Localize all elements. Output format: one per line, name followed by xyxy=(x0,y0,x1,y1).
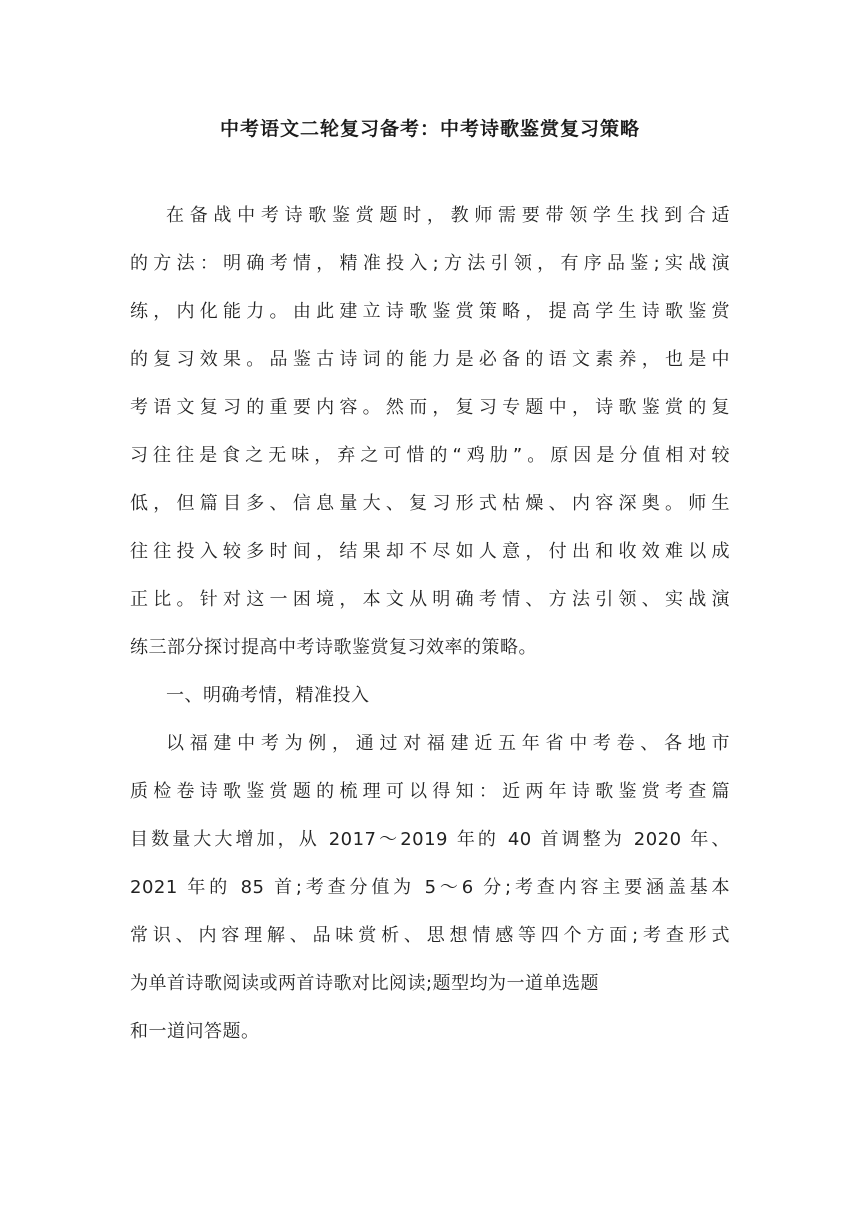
paragraph-1-line-2: 的方法：明确考情，精准投入;方法引领，有序品鉴;实战演 xyxy=(130,253,730,274)
paragraph-1-line-7: 低，但篇目多、信息量大、复习形式枯燥、内容深奥。师生 xyxy=(130,493,730,514)
paragraph-1-line-9: 正比。针对这一困境，本文从明确考情、方法引领、实战演 xyxy=(130,589,730,610)
paragraph-1-line-4: 的复习效果。品鉴古诗词的能力是必备的语文素养，也是中 xyxy=(130,349,730,370)
paragraph-2-line-1: 以福建中考为例，通过对福建近五年省中考卷、各地市 xyxy=(166,733,730,754)
paragraph-2-line-2: 质检卷诗歌鉴赏题的梳理可以得知：近两年诗歌鉴赏考查篇 xyxy=(130,781,730,802)
paragraph-1-line-10: 练三部分探讨提高中考诗歌鉴赏复习效率的策略。 xyxy=(130,637,537,658)
paragraph-2-line-6: 为单首诗歌阅读或两首诗歌对比阅读;题型均为一道单选题 xyxy=(130,973,600,994)
paragraph-1-line-8: 往往投入较多时间，结果却不尽如人意，付出和收效难以成 xyxy=(130,541,730,562)
paragraph-2-line-5: 常识、内容理解、品味赏析、思想情感等四个方面;考查形式 xyxy=(130,925,730,946)
paragraph-1-line-5: 考语文复习的重要内容。然而，复习专题中，诗歌鉴赏的复 xyxy=(130,397,730,418)
paragraph-1-line-6: 习往往是食之无味，弃之可惜的“鸡肋”。原因是分值相对较 xyxy=(130,445,730,466)
paragraph-2-line-7: 和一道问答题。 xyxy=(130,1021,260,1042)
paragraph-1-line-1: 在备战中考诗歌鉴赏题时，教师需要带领学生找到合适 xyxy=(166,205,730,226)
section-heading: 一、明确考情，精准投入 xyxy=(166,685,370,706)
document-title: 中考语文二轮复习备考：中考诗歌鉴赏复习策略 xyxy=(219,118,640,140)
paragraph-1-line-3: 练，内化能力。由此建立诗歌鉴赏策略，提高学生诗歌鉴赏 xyxy=(130,301,730,322)
paragraph-2-line-3: 目数量大大增加，从 2017～2019 年的 40 首调整为 2020 年、 xyxy=(130,829,730,850)
paragraph-2-line-4: 2021 年的 85 首;考查分值为 5～6 分;考查内容主要涵盖基本 xyxy=(130,877,730,898)
